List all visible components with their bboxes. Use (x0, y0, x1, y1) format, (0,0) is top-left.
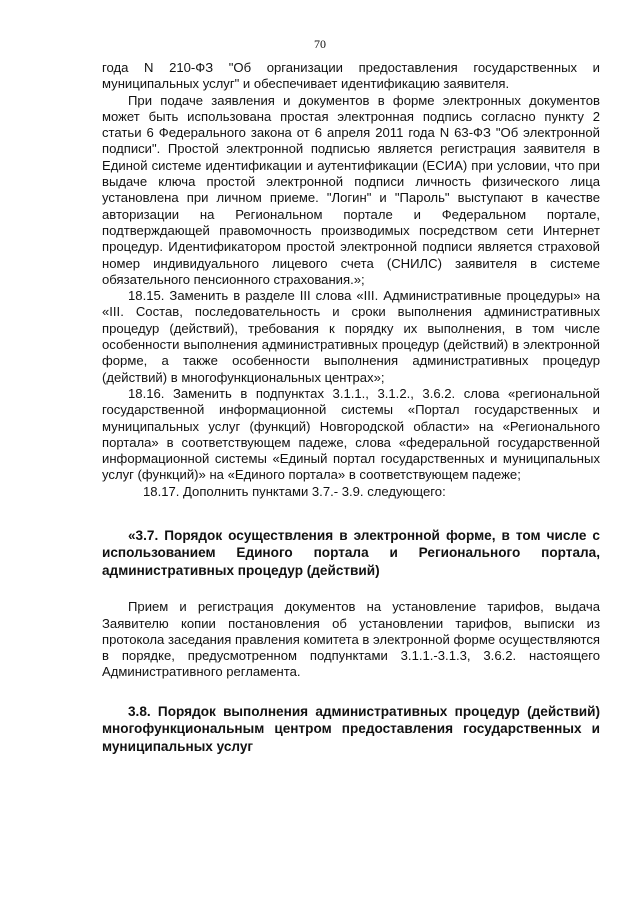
paragraph-3-7-body: Прием и регистрация документов на установление тарифов, выдача Заявителю копии постановления об установлении тарифов, выписки из протокола заседания правления комитета в электронной форме осуществляются в порядке, предусмотренном подпунктами 3.1.1.-3.1.3, 3.6.2. настоящего Административного регламента. (102, 599, 600, 680)
document-body (102, 60, 600, 755)
paragraph-18-15: 18.15. Заменить в разделе III слова «III. Административные процедуры» на «III. Состав, последовательность и сроки выполнения административных процедур (действий), требования к порядку их выполнения, в том числе особенности выполнения административных процедур (действий) в электронной форме, а также особенности выполнения административных процедур (действий) в многофункциональных центрах»; (102, 288, 600, 385)
paragraph-18-17: 18.17. Дополнить пунктами 3.7.- 3.9. следующего: (143, 483, 446, 499)
paragraph-electronic-signature: При подаче заявления и документов в форме электронных документов может быть использована простая электронная подпись согласно пункту 2 статьи 6 Федерального закона от 6 апреля 2011 года N 63-ФЗ "Об электронной подписи". Простой электронной подписью является регистрация заявителя в Единой системе идентификации и аутентификации (ЕСИА) при условии, что при выдаче ключа простой электронной подписи личность физического лица установлена при личном приеме. "Логин" и "Пароль" выступают в качестве авторизации на Региональном портале и Федеральном портале, подтверждающей правомочность производимых посредством сети Интернет процедур. Идентификатором простой электронной подписи является страховой номер индивидуального лицевого счета (СНИЛС) заявителя в системе обязательного пенсионного страхования.»; (102, 92, 600, 287)
paragraph-18-16: 18.16. Заменить в подпунктах 3.1.1., 3.1.2., 3.6.2. слова «региональной государственной информационной системы «Портал государственных и муниципальных услуг (функций) Новгородской области» на «Регионального портала» в соответствующем падеже, слова «федеральной государственной информационной системы «Единый портал государственных и муниципальных услуг (функций)» на «Единого портала» в соответствующем падеже; (102, 385, 600, 483)
section-heading-3-7: «3.7. Порядок осуществления в электронной форме, в том числе с использованием Единого портала и Регионального портала, административных процедур (действий) (102, 528, 600, 578)
paragraph-continuation: года N 210-ФЗ "Об организации предоставления государственных и муниципальных услуг" и обеспечивает идентификацию заявителя. (102, 60, 600, 92)
section-heading-3-8: 3.8. Порядок выполнения административных процедур (действий) многофункциональным центром предоставления государственных и муниципальных услуг (102, 703, 600, 754)
page-number: 70 (314, 37, 326, 51)
